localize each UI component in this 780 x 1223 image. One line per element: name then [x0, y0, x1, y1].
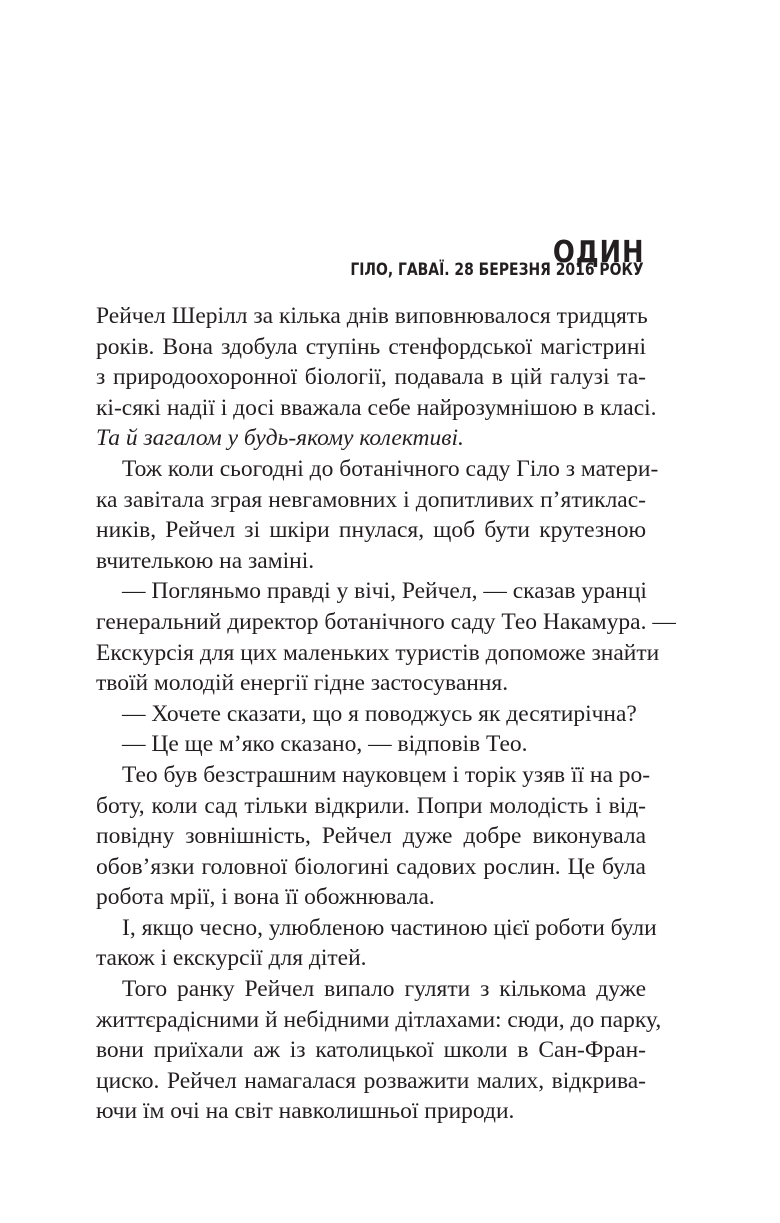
chapter-body-text: [96, 301, 676, 1127]
chapter-subtitle: ГІЛО, ГАВАЇ. 28 БЕРЕЗНЯ 2016 РОКУ: [350, 260, 644, 280]
text-line: ників, Рейчел зі шкіри пнулася, щоб бути крутезною: [96, 517, 646, 544]
text-line: — Це ще м’яко сказано, — відповів Тео.: [122, 731, 528, 758]
text-line-italic: Та й загалом у будь-якому колективі.: [96, 425, 464, 452]
text-line: повідну зовнішність, Рейчел дуже добре виконувала: [96, 823, 646, 850]
text-line: І, якщо чесно, улюбленою частиною цієї роботи були: [122, 914, 657, 941]
text-line: з природоохоронної біології, подавала в цій галузі та-: [96, 364, 646, 391]
text-line: — Хочете сказати, що я поводжусь як десятирічна?: [122, 700, 637, 727]
text-line: Рейчел Шерілл за кілька днів виповнювалося тридцять: [96, 303, 648, 329]
book-page: [96, 0, 676, 1223]
text-line: Екскурсія для цих маленьких туристів допоможе знайти: [96, 639, 660, 666]
text-line: кі-сякі надії і досі вважала себе найрозумнішою в класі.: [96, 394, 657, 421]
text-line: генеральний директор ботанічного саду Тео Накамура. —: [96, 608, 676, 635]
text-line: циско. Рейчел намагалася розважити малих, відкрива-: [96, 1067, 646, 1094]
text-line: Тео був безстрашним науковцем і торік узяв її на ро-: [122, 761, 651, 788]
text-line: вчителькою на заміні.: [96, 547, 315, 574]
text-line: років. Вона здобула ступінь стенфордської магістрині: [96, 333, 646, 360]
text-line: Тож коли сьогодні до ботанічного саду Гіло з матери-: [122, 455, 659, 482]
text-line: Того ранку Рейчел випало гуляти з кількома дуже: [122, 976, 646, 1003]
text-line: робота мрії, і вона її обожнювала.: [96, 884, 435, 911]
text-line: ючи їм очі на світ навколишньої природи.: [96, 1098, 515, 1125]
text-line: боту, коли сад тільки відкрили. Попри молодість і від-: [96, 792, 646, 819]
text-line: також і екскурсії для дітей.: [96, 945, 367, 972]
text-line: вони приїхали аж із католицької школи в Сан-Фран-: [96, 1037, 646, 1064]
chapter-title: ОДИН: [552, 235, 644, 270]
text-line: — Погляньмо правді у вічі, Рейчел, — сказав уранці: [122, 578, 647, 605]
text-line: життєрадісними й небідними дітлахами: сюди, до парку,: [96, 1006, 662, 1033]
text-line: твоїй молодій енергії гідне застосування.: [96, 670, 509, 697]
text-line: ка завітала зграя невгамовних і допитливих п’ятиклас-: [96, 486, 646, 513]
text-line: обов’язки головної біологині садових рослин. Це була: [96, 853, 646, 880]
